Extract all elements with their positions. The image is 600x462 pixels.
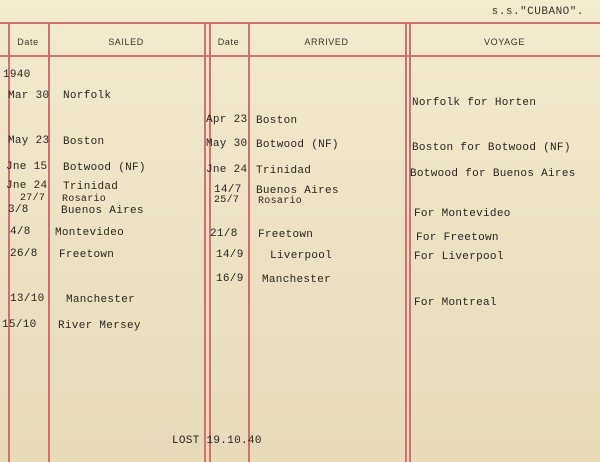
- sailed-port: Buenos Aires: [61, 205, 144, 217]
- voyage-entry: Boston for Botwood (NF): [412, 142, 571, 154]
- voyage-entry: For Freetown: [416, 232, 499, 244]
- sailed-date: 26/8: [10, 248, 38, 260]
- column-rule: [248, 22, 250, 462]
- column-rule: [8, 22, 10, 462]
- sailed-port: Freetown: [59, 249, 115, 261]
- arrived-port: Botwood (NF): [256, 139, 339, 151]
- arrived-port: Rosario: [258, 196, 303, 207]
- column-rule: [48, 22, 50, 462]
- arrived-date: 14/7: [214, 184, 242, 196]
- sailed-date: 13/10: [10, 293, 45, 305]
- arrived-port: Manchester: [262, 274, 332, 286]
- sailed-port: River Mersey: [58, 320, 141, 332]
- header-voyage: VOYAGE: [484, 37, 525, 47]
- arrived-date: Jne 24: [206, 164, 248, 176]
- arrived-date: 25/7: [214, 195, 240, 206]
- header-bottom-rule: [0, 55, 600, 57]
- sailed-port: Montevideo: [55, 227, 125, 239]
- sailed-port: Norfolk: [63, 90, 112, 102]
- sailed-date: May 23: [8, 135, 50, 147]
- column-rule: [409, 22, 411, 462]
- arrived-date: May 30: [206, 138, 248, 150]
- column-rule: [209, 22, 211, 462]
- ship-name: s.s."CUBANO".: [491, 6, 584, 18]
- header-sailed: SAILED: [108, 37, 144, 47]
- voyage-entry: For Montreal: [414, 297, 497, 309]
- arrived-port: Buenos Aires: [256, 185, 339, 197]
- header-top-rule: [0, 22, 600, 24]
- voyage-entry: Botwood for Buenos Aires: [410, 168, 576, 180]
- sailed-port: Trinidad: [63, 181, 119, 193]
- sailed-port: Boston: [63, 136, 105, 148]
- arrived-port: Boston: [256, 115, 298, 127]
- sailed-date: Mar 30: [8, 90, 50, 102]
- arrived-date: 16/9: [216, 273, 244, 285]
- sailed-port: Rosario: [62, 194, 107, 205]
- voyage-entry: Norfolk for Horten: [412, 97, 537, 109]
- sailed-port: Manchester: [66, 294, 136, 306]
- arrived-port: Trinidad: [256, 165, 312, 177]
- sailed-date: Jne 24: [6, 180, 48, 192]
- header-date-sailed: Date: [17, 37, 39, 47]
- sailed-date: 4/8: [10, 226, 31, 238]
- lost-note: LOST 19.10.40: [172, 435, 262, 447]
- sailed-date: 27/7: [20, 193, 46, 204]
- arrived-date: Apr 23: [206, 114, 248, 126]
- column-rule: [204, 22, 206, 462]
- voyage-entry: For Liverpool: [414, 251, 504, 263]
- arrived-port: Freetown: [258, 229, 314, 241]
- header-date-arrived: Date: [217, 37, 240, 47]
- header-arrived: ARRIVED: [304, 37, 349, 47]
- sailed-date: 15/10: [2, 319, 37, 331]
- sailed-port: Botwood (NF): [63, 162, 146, 174]
- sailed-date: Jne 15: [6, 161, 48, 173]
- sailed-date: 3/8: [8, 204, 29, 216]
- arrived-port: Liverpool: [270, 250, 333, 262]
- arrived-date: 14/9: [216, 249, 244, 261]
- year-entry: 1940: [3, 69, 31, 81]
- arrived-date: 21/8: [210, 228, 238, 240]
- column-rule: [405, 22, 407, 462]
- voyage-entry: For Montevideo: [414, 208, 511, 220]
